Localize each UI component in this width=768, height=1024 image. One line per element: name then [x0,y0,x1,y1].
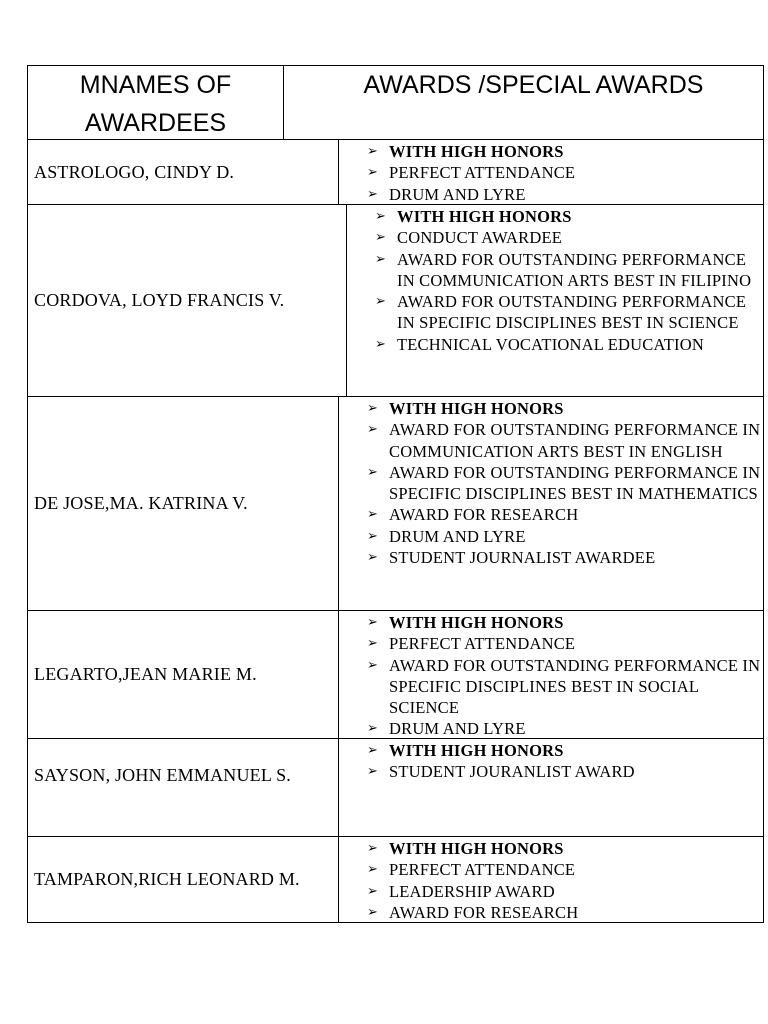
awards-list [367,612,763,740]
arrowhead-bullet-icon: ➢ [367,764,379,780]
arrowhead-bullet-icon: ➢ [375,251,387,267]
awards-cell [338,837,763,922]
list-item [367,761,763,782]
award-text: AWARD FOR OUTSTANDING PERFORMANCE IN SPECIFIC DISCIPLINES BEST IN SCIENCE [397,292,747,333]
awardee-name-text: SAYSON, JOHN EMMANUEL S. [34,765,292,785]
awardee-name: DE JOSE,MA. KATRINA V. [34,493,248,513]
award-text: WITH HIGH HONORS [389,399,564,418]
list-item [367,419,763,462]
arrowhead-bullet-icon: ➢ [367,721,379,737]
award-text: AWARD FOR RESEARCH [389,505,579,525]
award-text: AWARD FOR OUTSTANDING PERFORMANCE IN SPECIFIC DISCIPLINES BEST IN MATHEMATICS [389,462,761,504]
awardees-document [27,65,764,923]
awards-cell [338,611,763,738]
arrowhead-bullet-icon: ➢ [367,528,379,544]
award-text: AWARD FOR OUTSTANDING PERFORMANCE IN COMMUNICATION ARTS BEST IN ENGLISH [389,420,761,461]
list-item [375,291,763,334]
table-row [27,205,764,397]
award-text: STUDENT JOURANLIST AWARD [389,762,635,782]
awards-list [375,206,763,355]
list-item [367,655,763,719]
arrowhead-bullet-icon: ➢ [375,230,387,246]
arrowhead-bullet-icon: ➢ [367,464,379,480]
arrowhead-bullet-icon: ➢ [367,186,379,202]
arrowhead-bullet-icon: ➢ [367,165,379,181]
award-text: CONDUCT AWARDEE [397,228,563,248]
awardee-name: CORDOVA, LOYD FRANCIS V. [34,290,285,310]
arrowhead-bullet-icon: ➢ [367,636,379,652]
award-text: PERFECT ATTENDANCE [389,163,576,183]
award-text: LEADERSHIP AWARD [389,881,555,901]
awardee-name: ASTROLOGO, CINDY D. [34,161,235,182]
awardee-name: TAMPARON,RICH LEONARD M. [34,869,300,889]
list-item [367,718,763,739]
award-text: DRUM AND LYRE [389,184,526,204]
award-text: WITH HIGH HONORS [389,613,564,632]
arrowhead-bullet-icon: ➢ [367,657,379,673]
list-item [367,612,763,633]
header-awards: AWARDS /SPECIAL AWARDS [363,71,704,99]
arrowhead-bullet-icon: ➢ [367,615,379,630]
table-header [27,65,764,140]
list-item [367,526,763,547]
award-text: AWARD FOR OUTSTANDING PERFORMANCE IN SPECIFIC DISCIPLINES BEST IN SOCIAL SCIENCE [389,655,761,718]
list-item [367,398,763,419]
table-row [27,397,764,611]
awards-cell [338,140,763,204]
list-item [367,504,763,525]
award-text: WITH HIGH HONORS [389,839,564,858]
list-item [367,902,763,923]
arrowhead-bullet-icon: ➢ [367,144,379,159]
list-item [367,740,763,761]
arrowhead-bullet-icon: ➢ [367,422,379,438]
awardee-name [28,739,338,836]
list-item [367,141,763,162]
awards-cell [338,739,763,836]
arrowhead-bullet-icon: ➢ [367,507,379,523]
arrowhead-bullet-icon: ➢ [367,550,379,566]
list-item [375,227,763,248]
award-text: WITH HIGH HONORS [389,741,564,760]
arrowhead-bullet-icon: ➢ [375,294,387,310]
awards-cell [338,397,763,610]
awards-cell [346,205,763,396]
award-text: WITH HIGH HONORS [389,142,564,161]
arrowhead-bullet-icon: ➢ [367,904,379,920]
header-names: MNAMES OF AWARDEES [28,66,284,139]
table-row [27,739,764,837]
table-row [27,837,764,923]
award-text: DRUM AND LYRE [389,719,526,739]
list-item [367,547,763,568]
list-item [367,184,763,205]
list-item [375,334,763,355]
list-item [367,162,763,183]
arrowhead-bullet-icon: ➢ [375,336,387,352]
awards-list [367,141,763,205]
award-text: STUDENT JOURNALIST AWARDEE [389,548,656,568]
arrowhead-bullet-icon: ➢ [375,209,387,224]
list-item [367,881,763,902]
arrowhead-bullet-icon: ➢ [367,883,379,899]
list-item [367,633,763,654]
list-item [375,206,763,227]
arrowhead-bullet-icon: ➢ [367,841,379,856]
awards-list [367,740,763,783]
list-item [367,462,763,505]
award-text: WITH HIGH HONORS [397,207,572,226]
table-row [27,611,764,739]
award-text: PERFECT ATTENDANCE [389,860,576,880]
list-item [367,859,763,880]
award-text: TECHNICAL VOCATIONAL EDUCATION [397,334,704,354]
award-text: AWARD FOR RESEARCH [389,902,579,922]
awards-list [367,398,763,568]
award-text: PERFECT ATTENDANCE [389,634,576,654]
award-text: DRUM AND LYRE [389,526,526,546]
award-text: AWARD FOR OUTSTANDING PERFORMANCE IN COMMUNICATION ARTS BEST IN FILIPINO [397,249,752,290]
list-item [375,249,763,292]
awardee-name: LEGARTO,JEAN MARIE M. [34,664,257,684]
awards-list [367,838,763,923]
arrowhead-bullet-icon: ➢ [367,743,379,758]
arrowhead-bullet-icon: ➢ [367,401,379,416]
list-item [367,838,763,859]
arrowhead-bullet-icon: ➢ [367,862,379,878]
table-row [27,140,764,205]
